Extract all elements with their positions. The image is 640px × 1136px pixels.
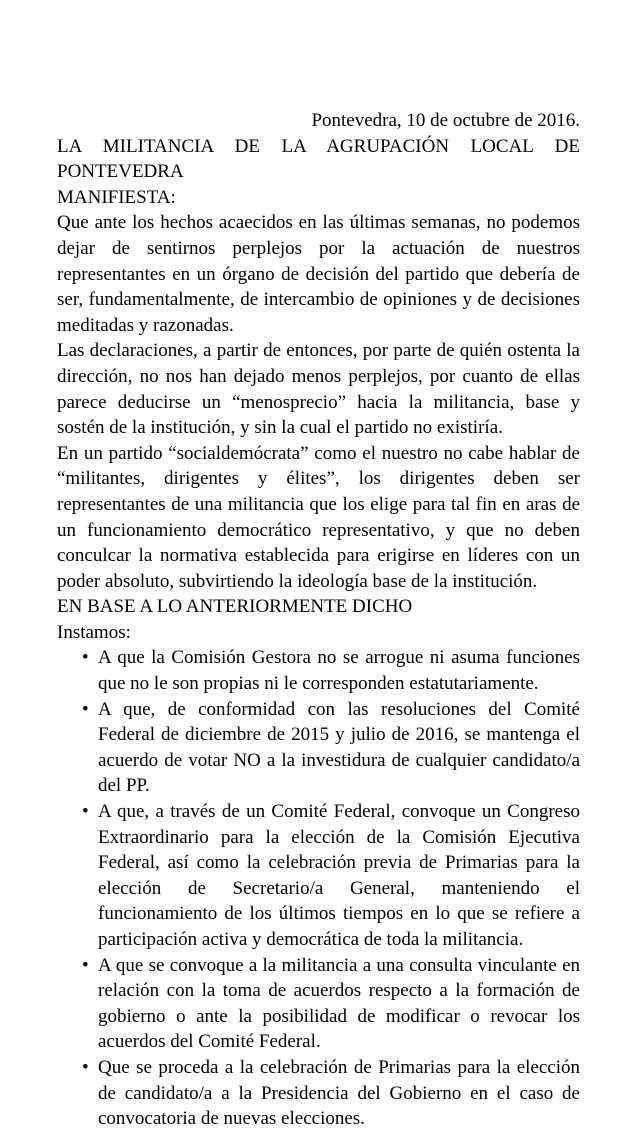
document-heading-main: LA MILITANCIA DE LA AGRUPACIÓN LOCAL DE PONTEVEDRA — [57, 135, 580, 183]
bullet-point-icon: • — [82, 647, 89, 669]
bullet-point-icon: • — [82, 698, 89, 720]
bullet-point-icon: • — [82, 954, 89, 976]
paragraph-1: Que ante los hechos acaecidos en las últimas semanas, no podemos dejar de sentirnos perplejos por la actuación de nuestros representantes en un órgano de decisión del partido que debería de ser, fundamentalmente, de intercambio de opiniones y de decisiones meditadas y razonadas. — [57, 212, 580, 336]
list-item-text: A que la Comisión Gestora no se arrogue ni asuma funciones que no le son propias ni le corresponden estatutariamente. — [98, 647, 580, 695]
list-item — [57, 645, 580, 696]
list-item-text: A que, de conformidad con las resoluciones del Comité Federal de diciembre de 2015 y julio de 2016, se mantenga el acuerdo de votar NO a la investidura de cualquier candidato/a del PP. — [98, 698, 580, 797]
paragraph-3: En un partido “socialdemócrata” como el nuestro no cabe hablar de “militantes, dirigentes y élites”, los dirigentes deben ser representantes de una militancia que los elige para tal fin en aras de un funcionamiento democrático representativo, y que no deben conculcar la normativa establecida para erigirse en líderes con un poder absoluto, subvirtiendo la ideología base de la institución. — [57, 442, 580, 592]
document-body — [57, 108, 580, 1132]
list-item-text: Que se proceda a la celebración de Primarias para la elección de candidato/a a la Presidencia del Gobierno en el caso de convocatoria de nuevas elecciones. — [98, 1056, 580, 1130]
demands-list — [57, 645, 580, 1131]
list-item-text: A que, a través de un Comité Federal, convoque un Congreso Extraordinario para la elección de la Comisión Ejecutiva Federal, así como la celebración previa de Primarias para la elección de Secretario/a General, manteniendo el funcionamiento de los últimos tiempos en lo que se refiere a participación activa y democrática de toda la militancia. — [98, 801, 580, 950]
document-heading-instamos: Instamos: — [57, 621, 131, 643]
list-item — [57, 1055, 580, 1132]
document-heading-en-base: EN BASE A LO ANTERIORMENTE DICHO — [57, 596, 413, 618]
list-item — [57, 799, 580, 953]
date-line: Pontevedra, 10 de octubre de 2016. — [311, 110, 580, 131]
list-item-text: A que se convoque a la militancia a una consulta vinculante en relación con la toma de acuerdos respecto a la formación de gobierno o ante la posibilidad de modificar o revocar los acuerdos del Comité Federal. — [98, 954, 580, 1053]
document-heading-manifiesta: MANIFIESTA: — [57, 186, 176, 208]
list-item — [57, 953, 580, 1055]
paragraph-2: Las declaraciones, a partir de entonces, por parte de quién ostenta la dirección, no nos han dejado menos perplejos, por cuanto de ellas parece deducirse un “menosprecio” hacia la militancia, base y sostén de la institución, y sin la cual el partido no existiría. — [57, 340, 580, 439]
bullet-point-icon: • — [82, 801, 89, 823]
bullet-point-icon: • — [82, 1056, 89, 1078]
list-item — [57, 697, 580, 799]
